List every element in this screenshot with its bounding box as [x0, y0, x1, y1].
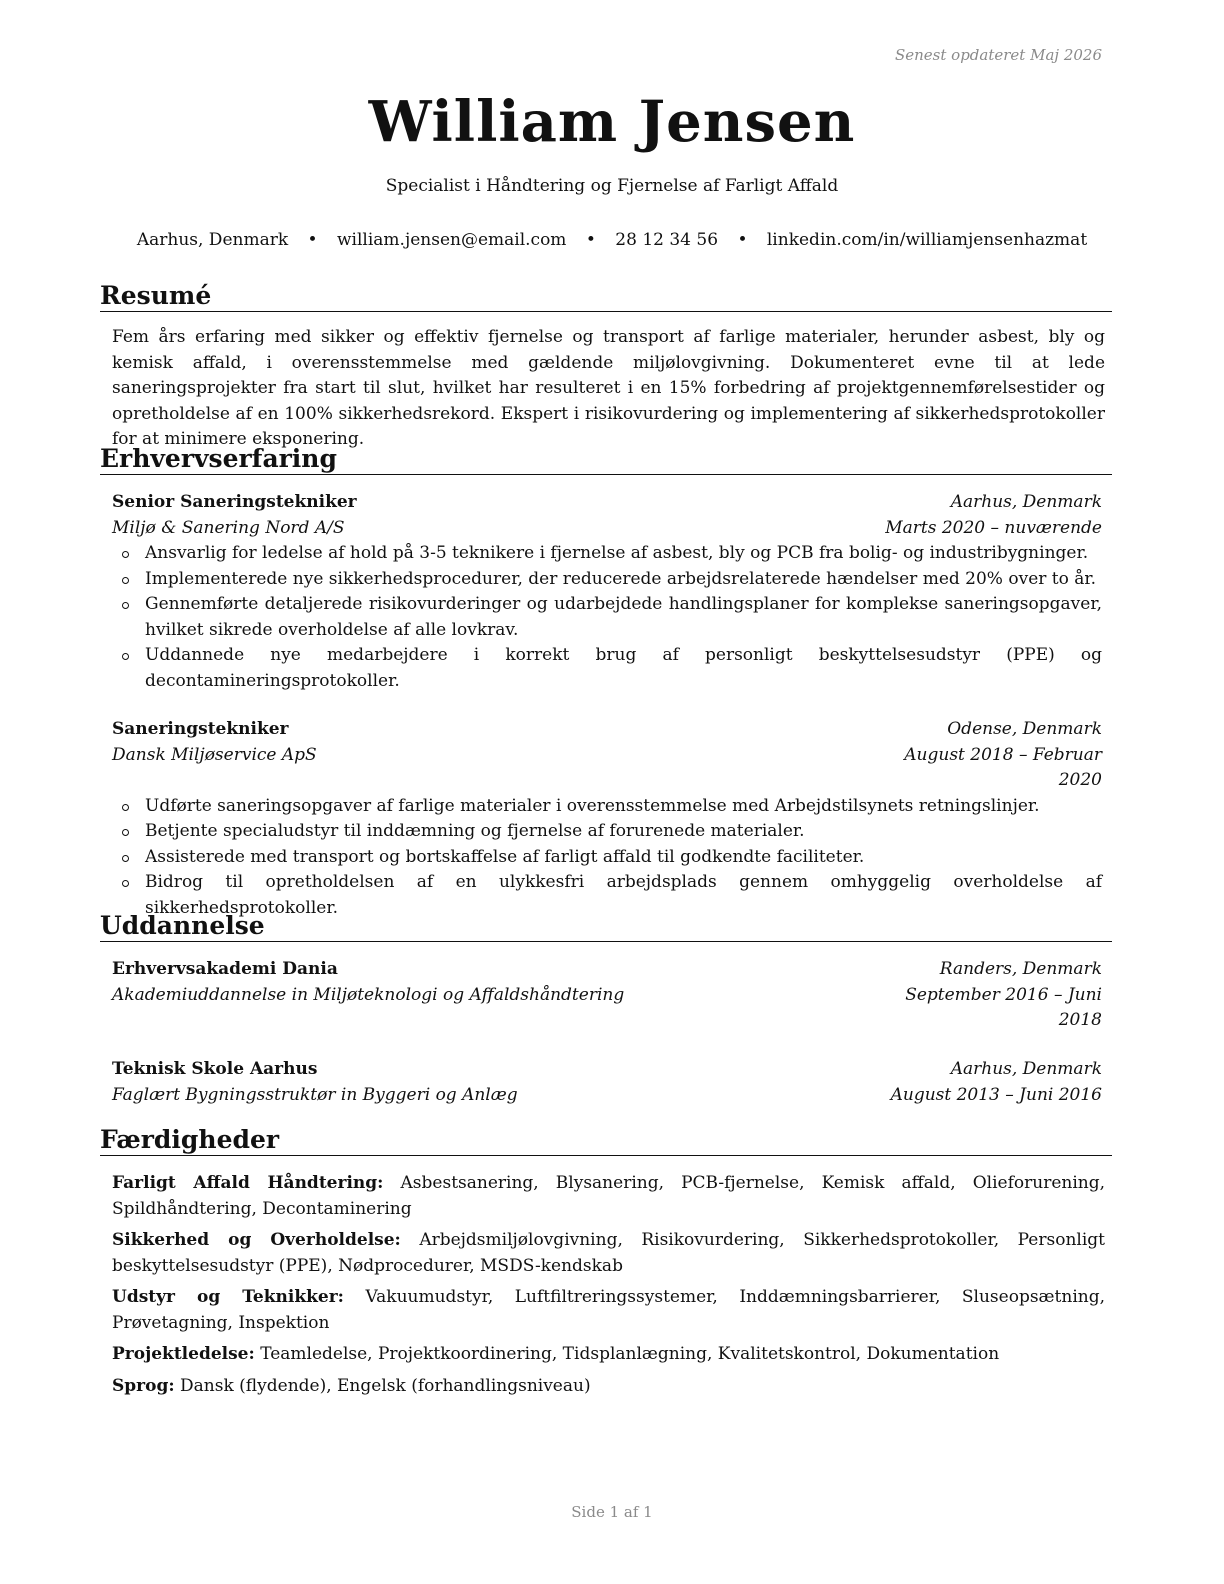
job-location: Aarhus, Denmark — [950, 492, 1102, 512]
skill-label: Udstyr og Teknikker: — [112, 1287, 344, 1307]
contact-line — [0, 230, 1224, 250]
job-location: Odense, Denmark — [947, 719, 1102, 739]
degree: Akademiuddannelse in Miljøteknologi og Affaldshåndtering — [112, 984, 625, 1005]
list-item: Implementerede nye sikkerhedsprocedurer, der reducerede arbejdsrelaterede hændelser med 20% over to år. — [112, 567, 1102, 593]
skill-group — [112, 1171, 1105, 1222]
circle-bullet-icon — [122, 653, 129, 660]
list-item: Assisterede med transport og bortskaffelse af farligt affald til godkendte faciliteter. — [112, 845, 1102, 871]
list-item: Ansvarlig for ledelse af hold på 3-5 teknikere i fjernelse af asbest, bly og PCB fra bolig- og industribygninger. — [112, 541, 1102, 567]
school-location: Randers, Denmark — [939, 959, 1102, 979]
education-dates: August 2013 – Juni 2016 — [890, 1084, 1102, 1105]
summary-text: Fem års erfaring med sikker og effektiv fjernelse og transport af farlige materialer, herunder asbest, bly og kemisk affald, i overensstemmelse med gældende miljølovgivning. Dokumenteret evne til at lede saneringsprojekter fra start til slut, hvilket har resulteret i en 15% forbedring af projektgennemførelsestider og opretholdelse af en 100% sikkerhedsrekord. Ekspert i risikovurdering og implementering af sikkerhedsprotokoller for at minimere eksponering. — [112, 327, 1105, 449]
contact-email[interactable]: william.jensen@email.com — [336, 230, 567, 250]
list-item: Gennemførte detaljerede risikovurderinger og udarbejdede handlingsplaner for komplekse saneringsopgaver, hvilket sikrede overholdelse af alle lovkrav. — [112, 592, 1102, 643]
page-number: Side 1 af 1 — [571, 1503, 653, 1521]
skill-group — [112, 1285, 1105, 1336]
skill-label: Sikkerhed og Overholdelse: — [112, 1230, 401, 1250]
contact-linkedin[interactable]: linkedin.com/in/williamjensenhazmat — [766, 230, 1088, 250]
candidate-title: Specialist i Håndtering og Fjernelse af Farligt Affald — [385, 176, 839, 196]
section-title-education: Uddannelse — [100, 910, 1112, 942]
list-item: Uddannede nye medarbejdere i korrekt brug af personligt beskyttelsesudstyr (PPE) og decontamineringsprotokoller. — [112, 643, 1102, 694]
job-bullets — [112, 541, 1102, 694]
skill-items: Dansk (flydende), Engelsk (forhandlingsniveau) — [180, 1375, 591, 1396]
skill-label: Projektledelse: — [112, 1344, 255, 1364]
education-entry — [112, 957, 1102, 1034]
job-dates: August 2018 – Februar 2020 — [904, 744, 1102, 790]
skill-group — [112, 1228, 1105, 1279]
circle-bullet-icon — [122, 855, 129, 862]
list-item: Bidrog til opretholdelsen af en ulykkesfri arbejdsplads gennem omhyggelig overholdelse af sikkerhedsprotokoller. — [112, 870, 1102, 921]
circle-bullet-icon — [122, 829, 129, 836]
circle-bullet-icon — [122, 551, 129, 558]
school-location: Aarhus, Denmark — [950, 1059, 1102, 1079]
circle-bullet-icon — [122, 880, 129, 887]
candidate-name: William Jensen — [368, 89, 856, 155]
circle-bullet-icon — [122, 804, 129, 811]
skill-group — [112, 1374, 1105, 1400]
skill-items: Arbejdsmiljølovgivning, Risikovurdering, Sikkerhedsprotokoller, Personligt beskyttelsesudstyr (PPE), Nødprocedurer, MSDS-kendskab — [112, 1230, 1105, 1276]
contact-location: Aarhus, Denmark — [136, 230, 289, 250]
section-title-summary: Resumé — [100, 280, 1112, 312]
education-entry — [112, 1057, 1102, 1108]
job-role: Senior Saneringstekniker — [112, 492, 357, 512]
section-title-skills: Færdigheder — [100, 1124, 1112, 1156]
list-item: Betjente specialudstyr til inddæmning og fjernelse af forurenede materialer. — [112, 819, 1102, 845]
last-updated: Senest opdateret Maj 2026 — [894, 46, 1102, 64]
contact-phone: 28 12 34 56 — [615, 230, 719, 250]
school-name: Teknisk Skole Aarhus — [112, 1059, 318, 1079]
bullet-separator: • — [737, 230, 748, 250]
job-entry — [112, 490, 1102, 694]
section-title-experience: Erhvervserfaring — [100, 443, 1112, 475]
skill-label: Farligt Affald Håndtering: — [112, 1173, 384, 1193]
list-item: Udførte saneringsopgaver af farlige materialer i overensstemmelse med Arbejdstilsynets retningslinjer. — [112, 794, 1102, 820]
job-company: Dansk Miljøservice ApS — [112, 744, 317, 765]
job-company: Miljø & Sanering Nord A/S — [112, 517, 345, 538]
skill-items: Vakuumudstyr, Luftfiltreringssystemer, Inddæmningsbarrierer, Sluseopsætning, Prøvetagning, Inspektion — [112, 1287, 1105, 1333]
degree: Faglært Bygningsstruktør in Byggeri og Anlæg — [112, 1084, 518, 1105]
school-name: Erhvervsakademi Dania — [112, 959, 338, 979]
skill-label: Sprog: — [112, 1375, 175, 1396]
circle-bullet-icon — [122, 602, 129, 609]
skills-list — [112, 1171, 1105, 1405]
job-role: Saneringstekniker — [112, 719, 289, 739]
skill-group — [112, 1342, 1105, 1368]
education-dates: September 2016 – Juni 2018 — [905, 984, 1102, 1030]
bullet-separator: • — [585, 230, 596, 250]
bullet-separator: • — [307, 230, 318, 250]
job-dates: Marts 2020 – nuværende — [885, 517, 1102, 538]
job-bullets — [112, 794, 1102, 922]
job-entry — [112, 717, 1102, 921]
circle-bullet-icon — [122, 577, 129, 584]
skill-items: Teamledelse, Projektkoordinering, Tidsplanlægning, Kvalitetskontrol, Dokumentation — [260, 1344, 1000, 1364]
skill-items: Asbestsanering, Blysanering, PCB-fjernelse, Kemisk affald, Olieforurening, Spildhåndtering, Decontaminering — [112, 1173, 1105, 1219]
